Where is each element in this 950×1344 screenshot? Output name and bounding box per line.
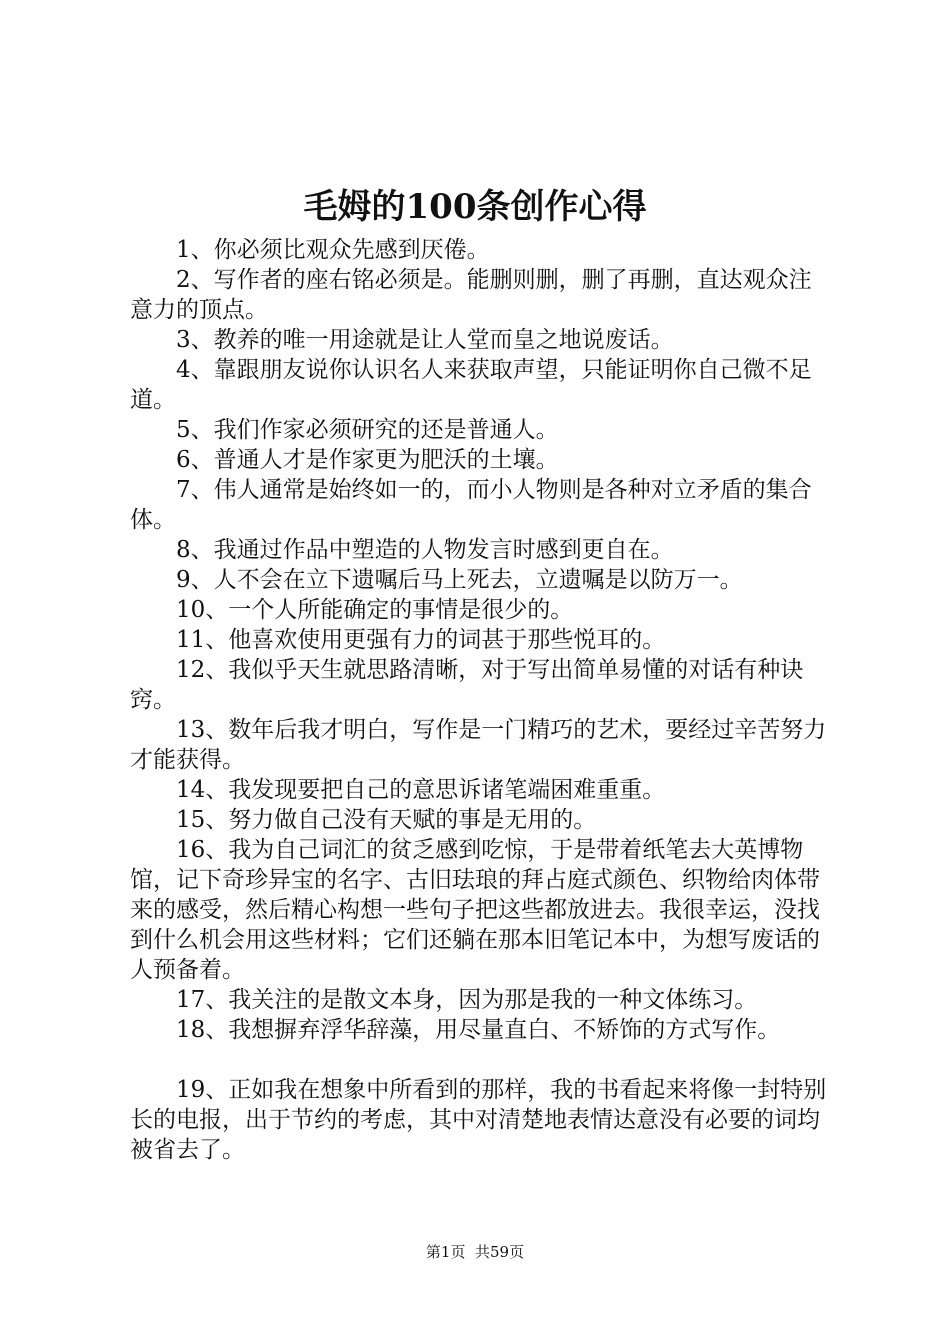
paragraph-13: 13、数年后我才明白，写作是一门精巧的艺术，要经过辛苦努力才能获得。 [130, 717, 827, 773]
paragraph-10: 10、一个人所能确定的事情是很少的。 [176, 597, 574, 623]
paragraph-1: 1、你必须比观众先感到厌倦。 [176, 237, 490, 263]
footer-separator [465, 1243, 475, 1261]
paragraph-15: 15、努力做自己没有天赋的事是无用的。 [176, 807, 597, 833]
paragraph-11: 11、他喜欢使用更强有力的词甚于那些悦耳的。 [176, 627, 666, 653]
paragraph-7: 7、伟人通常是始终如一的，而小人物则是各种对立矛盾的集合体。 [130, 477, 812, 533]
page-footer [0, 1240, 950, 1264]
document-title: 毛姆的100条创作心得 [303, 187, 647, 227]
paragraph-17: 17、我关注的是散文本身，因为那是我的一种文体练习。 [176, 987, 758, 1013]
page-number: 第1页 [425, 1243, 466, 1261]
paragraph-3: 3、教养的唯一用途就是让人堂而皇之地说废话。 [176, 327, 674, 353]
document-body [130, 235, 830, 1165]
paragraph-18: 18、我想摒弃浮华辞藻，用尽量直白、不矫饰的方式写作。 [176, 1017, 781, 1043]
paragraph-8: 8、我通过作品中塑造的人物发言时感到更自在。 [176, 537, 674, 563]
paragraph-9: 9、人不会在立下遗嘱后马上死去，立遗嘱是以防万一。 [176, 567, 743, 593]
paragraph-14: 14、我发现要把自己的意思诉诸笔端困难重重。 [176, 777, 666, 803]
paragraph-12: 12、我似乎天生就思路清晰，对于写出简单易懂的对话有种诀窍。 [130, 657, 804, 713]
page-total: 共59页 [475, 1243, 525, 1261]
paragraph-2: 2、写作者的座右铭必须是。能删则删，删了再删，直达观众注意力的顶点。 [130, 267, 812, 323]
paragraph-19: 19、正如我在想象中所看到的那样，我的书看起来将像一封特别长的电报，出于节约的考虑，其中对清楚地表情达意没有必要的词均被省去了。 [130, 1077, 827, 1163]
paragraph-6: 6、普通人才是作家更为肥沃的土壤。 [176, 447, 559, 473]
paragraph-16: 16、我为自己词汇的贫乏感到吃惊，于是带着纸笔去大英博物馆，记下奇珍异宝的名字、古旧珐琅的拜占庭式颜色、织物给肉体带来的感受，然后精心构想一些句子把这些都放进去。我很幸运，没找到什么机会用这些材料；它们还躺在那本旧笔记本中，为想写废话的人预备着。 [130, 837, 820, 983]
paragraph-5: 5、我们作家必须研究的还是普通人。 [176, 417, 559, 443]
paragraph-4: 4、靠跟朋友说你认识名人来获取声望，只能证明你自己微不足道。 [130, 357, 812, 413]
